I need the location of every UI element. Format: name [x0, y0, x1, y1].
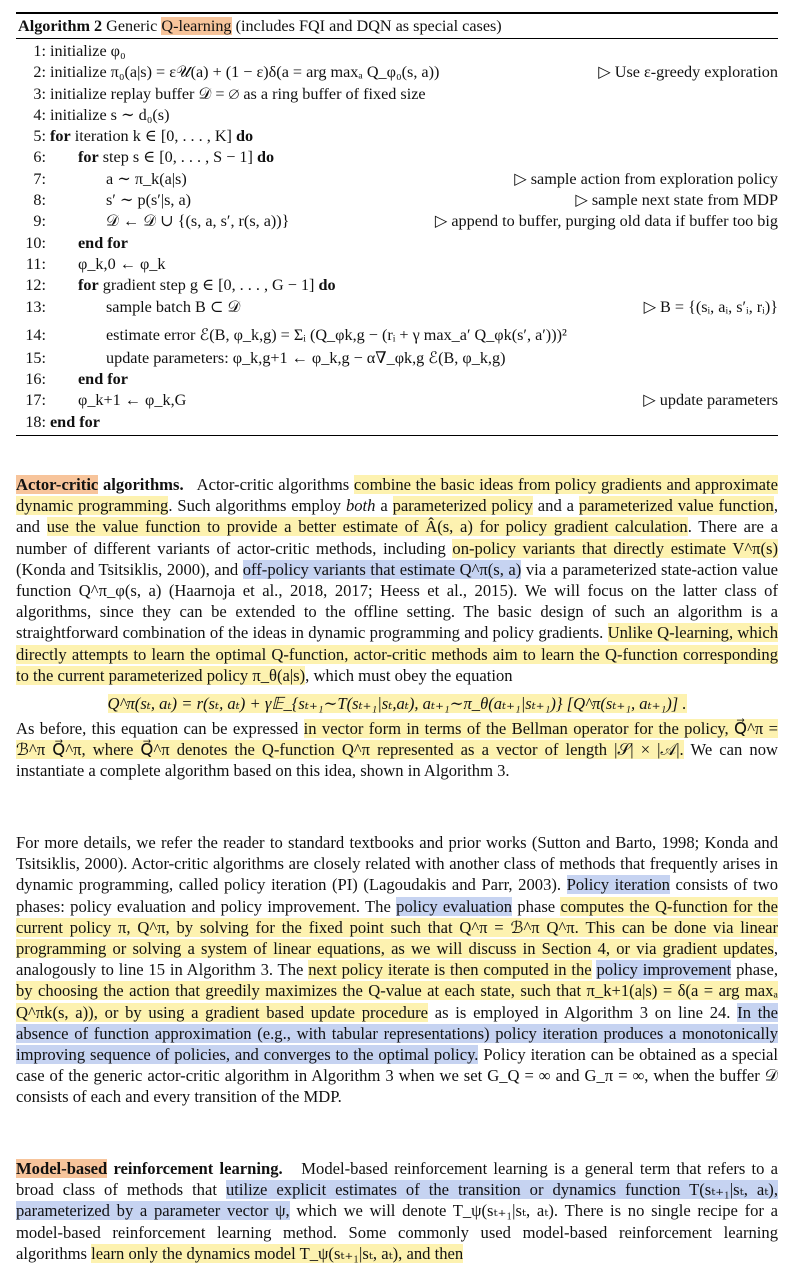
algorithm-line — [16, 84, 778, 105]
algorithm-line-text: gradient step g ∈ [0, . . . , G − 1] — [102, 276, 315, 295]
algorithm-line-text: φ_k,0 ← φ_k — [78, 254, 166, 273]
pi-text-15: Policy iteration can be obtained as a special case of the generic actor-critic algorithm in Algorithm 3 when we set G_Q = ∞ and G_π = ∞, when the buffer 𝒟 consists of each and every transition of the MDP. — [16, 1045, 778, 1107]
ac-highlight-3: parameterized value function — [578, 496, 774, 516]
ac-text-1: Actor-critic algorithms — [196, 475, 350, 494]
algorithm-line — [16, 369, 778, 390]
ac-text-5: a — [380, 496, 388, 516]
algorithm-lines — [16, 39, 778, 433]
ac-highlight-1: combine the basic ideas from policy gradients and approximate dynamic programming — [16, 475, 778, 516]
algorithm-line-text: initialize s ∼ d₀(s) — [50, 105, 170, 124]
algorithm-line-code — [50, 412, 100, 433]
algorithm-line-text: initialize φ₀ — [50, 42, 126, 60]
bellman-equation-text: Q^π(sₜ, aₜ) = r(sₜ, aₜ) + γ𝔼_{sₜ₊₁∼T(sₜ₊₁|sₜ,aₜ), aₜ₊₁∼π_θ(aₜ₊₁|sₜ₊₁)} [Q^π(sₜ₊₁, aₜ₊₁)] . — [107, 694, 687, 714]
algorithm-line — [16, 390, 778, 411]
algorithm-title — [16, 14, 778, 38]
algorithm-line-comment: ▷ sample action from exploration policy — [514, 169, 778, 188]
algorithm-line-number: 15: — [25, 348, 46, 367]
algorithm-line — [16, 126, 778, 147]
algorithm-keyword: end for — [78, 370, 128, 389]
algorithm-line-number: 16: — [25, 370, 46, 389]
algorithm-line-code — [78, 147, 274, 168]
pi-text-13: as is employed in Algorithm 3 on line 24. — [434, 1002, 731, 1022]
ac-text-15: via a parameterized state-action value function Q^π_φ(s, a) (Haarnoja et al., 2018, 2017; Heess et al., 2015). We will focus on the latter class of algorithms, since they can be extended to the offline setting. The basic design of such an algorithm is a straightforward combination of the ideas in dynamic programming and policy gradients. — [16, 559, 778, 643]
pi-highlight-1: Policy iteration — [566, 875, 670, 895]
algorithm-line-text: step s ∈ [0, . . . , S − 1] — [102, 148, 253, 167]
ac-highlight-6: off-policy variants that estimate Q^π(s, a) — [242, 559, 522, 579]
algorithm-line-text: estimate error ℰ(B, φ_k,g) = Σᵢ (Q_φk,g − (rᵢ + γ max_a′ Q_φk(s′, a′)))² — [106, 325, 567, 344]
pi-highlight-5: next policy iterate is then computed in the — [308, 960, 592, 980]
algorithm-line-number: 9: — [33, 212, 46, 231]
algorithm-label: Algorithm 2 — [18, 17, 103, 35]
algorithm-line-code — [50, 105, 169, 126]
algorithm-line — [16, 254, 778, 275]
algorithm-line-number: 17: — [25, 391, 46, 410]
algorithm-keyword: end for — [78, 233, 128, 252]
policy-iteration-section — [16, 832, 778, 1108]
ac-text-9: , and — [16, 496, 778, 537]
algorithm-keyword: do — [235, 127, 254, 146]
pi-highlight-2: policy evaluation — [396, 896, 513, 916]
algorithm-line — [16, 233, 778, 254]
algorithm-line-code — [50, 84, 426, 105]
ac-highlight-2: parameterized policy — [392, 496, 533, 516]
algorithm-line-code — [106, 169, 187, 190]
ac-highlight-7: Unlike Q-learning, which directly attempts to learn the optimal Q-function, actor-critic methods aim to learn the Q-function corresponding to the current parameterized policy π_θ(a|s) — [16, 623, 778, 685]
pi-highlight-6: policy improvement — [596, 960, 732, 980]
algorithm-line-text: update parameters: φ_k,g+1 ← φ_k,g − α∇_φk,g ℰ(B, φ_k,g) — [106, 348, 506, 367]
algorithm-bottom-rule — [16, 435, 778, 436]
algorithm-line-comment: ▷ append to buffer, purging old data if buffer too big — [434, 212, 778, 231]
actor-critic-section — [16, 474, 778, 782]
algorithm-line-number: 12: — [25, 276, 46, 295]
algorithm-line-number: 7: — [33, 169, 46, 188]
algorithm-line-code — [50, 126, 253, 147]
algorithm-line-number: 1: — [33, 42, 46, 60]
algorithm-keyword: do — [318, 276, 336, 295]
actor-critic-paragraph — [16, 474, 778, 686]
ac-text-3: . Such algorithms employ — [168, 496, 342, 516]
algorithm-title-highlight: Q-learning — [161, 17, 232, 35]
algorithm-line-text: 𝒟 ← 𝒟 ∪ {(s, a, s′, r(s, a))} — [106, 212, 290, 231]
algorithm-line — [16, 147, 778, 168]
ac-text-17: , which must obey the equation — [305, 665, 513, 685]
algorithm-line-text: φ_k+1 ← φ_k,G — [78, 391, 187, 410]
pi-highlight-3: computes the Q-function for the current policy π, Q^π, by solving for the fixed point such that Q^π = ℬ^π Q^π — [16, 896, 778, 937]
algorithm-line — [16, 297, 778, 318]
algorithm-line — [16, 169, 778, 190]
algorithm-line-number: 5: — [33, 127, 46, 146]
pi-text-1: For more details, we refer the reader to standard textbooks and prior works (Sutton and Barto, 1998; Konda and Tsitsiklis, 2000). Actor-critic algorithms are closely related with another class of methods that frequently arises in dynamic programming, called policy iteration (PI) (Lagoudakis and Parr, 2003). — [16, 833, 778, 895]
algorithm-keyword: end for — [50, 412, 100, 431]
algorithm-line-number: 6: — [33, 148, 46, 167]
algorithm-line-text: a ∼ π_k(a|s) — [106, 169, 187, 188]
pi-text-11: phase, — [736, 960, 779, 980]
algorithm-line-text: iteration k ∈ [0, . . . , K] — [74, 127, 232, 146]
algorithm-keyword: for — [78, 148, 99, 167]
ac-text-20: We can now instantiate a complete algorithm based on this idea, shown in Algorithm 3. — [16, 740, 778, 781]
ac-text-11: . There are a number of different variants of actor-critic methods, including — [16, 517, 778, 558]
algorithm-line-text: s′ ∼ p(s′|s, a) — [106, 191, 192, 210]
algorithm-line-code — [78, 390, 186, 411]
algorithm-line — [16, 62, 778, 83]
algorithm-line-code — [106, 348, 505, 369]
algorithm-line-comment: ▷ sample next state from MDP — [575, 191, 778, 210]
algorithm-line-number: 4: — [33, 105, 46, 124]
algorithm-line-comment: ▷ update parameters — [643, 391, 778, 410]
mb-highlight-1: utilize explicit estimates of the transition or dynamics function T(sₜ₊₁|sₜ, aₜ), parameterized by a parameter vector ψ, — [16, 1180, 778, 1221]
algorithm-line-code — [50, 62, 439, 83]
pi-text-5: phase — [517, 896, 556, 916]
actor-critic-paragraph-2 — [16, 718, 778, 782]
bellman-equation — [16, 692, 778, 716]
algorithm-line-number: 3: — [33, 84, 46, 103]
pi-highlight-4: . This can be done via linear programming or solving a system of linear equations, as we will discuss in Section 4, or via gradient updates — [16, 917, 778, 959]
model-based-paragraph — [16, 1158, 778, 1264]
algorithm-line-number: 11: — [25, 254, 46, 273]
algorithm-line-code — [78, 233, 128, 254]
algorithm-line-number: 8: — [33, 191, 46, 210]
ac-highlight-5: on-policy variants that directly estimate V^π(s) — [452, 538, 778, 558]
algorithm-line — [16, 412, 778, 433]
algorithm-keyword: for — [50, 127, 71, 146]
ac-highlight-8: in vector form in terms of the Bellman operator for the policy, Q⃗^π = ℬ^π Q⃗^π, where Q⃗^π denotes the Q-function Q^π represented as a vector of length |𝒮| × |𝒜|. — [16, 719, 778, 760]
mb-text-1: Model-based reinforcement learning is a general term that refers to a broad class of methods that — [16, 1159, 778, 1200]
algorithm-line-text: sample batch B ⊂ 𝒟 — [106, 297, 241, 316]
ac-highlight-4: use the value function to provide a better estimate of Â(s, a) for policy gradient calculation — [46, 517, 688, 537]
algorithm-title-prefix: Generic — [106, 17, 158, 35]
model-based-section — [16, 1158, 778, 1264]
algorithm-line-code — [106, 190, 191, 211]
mb-highlight-2: learn only the dynamics model T_ψ(sₜ₊₁|sₜ, aₜ), and then — [91, 1243, 464, 1263]
algorithm-keyword: for — [78, 276, 99, 295]
algorithm-line-code — [106, 211, 289, 232]
ac-text-13: (Konda and Tsitsiklis, 2000), and — [16, 559, 239, 579]
actor-critic-heading-rest: algorithms. — [102, 475, 184, 494]
model-based-heading: Model-based — [16, 1159, 108, 1178]
algorithm-line-code — [78, 275, 336, 296]
algorithm-line-number: 13: — [25, 297, 46, 316]
algorithm-line — [16, 318, 778, 348]
algorithm-line-code — [106, 297, 240, 318]
ac-text-7: and a — [537, 496, 574, 516]
pi-highlight-8: In the absence of function approximation (e.g., with tabular representations) policy iteration produces a monotonically improving sequence of policies, and converges to the optimal policy. — [16, 1002, 778, 1065]
ac-text-both: both — [345, 496, 376, 516]
algorithm-line — [16, 105, 778, 126]
algorithm-line-comment: ▷ B = {(sᵢ, aᵢ, s′ᵢ, rᵢ)} — [643, 297, 778, 316]
algorithm-line-code — [78, 254, 165, 275]
algorithm-line-text: initialize replay buffer 𝒟 = ∅ as a ring buffer of fixed size — [50, 84, 426, 103]
actor-critic-heading: Actor-critic — [16, 475, 99, 494]
pi-text-3: consists of two phases: policy evaluation and policy improvement. The — [16, 875, 778, 916]
algorithm-line-comment: ▷ Use ε-greedy exploration — [598, 63, 778, 82]
algorithm-keyword: do — [256, 148, 275, 167]
algorithm-box — [16, 12, 778, 436]
model-based-heading-rest: reinforcement learning. — [113, 1159, 283, 1178]
pi-highlight-7: by choosing the action that greedily maximizes the Q-value at each state, such that π_k+1(a|s) = δ(a = arg maxₐ Q^πk(s, a)), or by using a gradient based update procedure — [16, 981, 778, 1022]
algorithm-line — [16, 211, 778, 232]
mb-text-3: which we will denote T_ψ(sₜ₊₁|sₜ, aₜ). There is no single recipe for a model-based reinforcement learning method. Some commonly used model-based reinforcement learning algorithms — [16, 1201, 778, 1263]
algorithm-line-number: 10: — [25, 233, 46, 252]
algorithm-line-text: initialize π₀(a|s) = ε𝒰(a) + (1 − ε)δ(a = arg maxₐ Q_φ₀(s, a)) — [50, 63, 440, 82]
algorithm-line-number: 14: — [25, 325, 46, 344]
algorithm-line — [16, 348, 778, 369]
algorithm-line — [16, 190, 778, 211]
ac-text-18: As before, this equation can be expressed — [16, 719, 299, 739]
algorithm-title-suffix: (includes FQI and DQN as special cases) — [235, 17, 502, 35]
algorithm-line-number: 18: — [25, 412, 46, 431]
algorithm-line-number: 2: — [33, 63, 46, 82]
policy-iteration-paragraph — [16, 832, 778, 1108]
algorithm-line-code — [106, 318, 567, 352]
algorithm-line-code — [78, 369, 128, 390]
algorithm-line — [16, 275, 778, 296]
algorithm-line-code — [50, 41, 126, 62]
pi-text-8: , analogously to line 15 in Algorithm 3. The — [16, 939, 778, 980]
algorithm-line — [16, 41, 778, 62]
